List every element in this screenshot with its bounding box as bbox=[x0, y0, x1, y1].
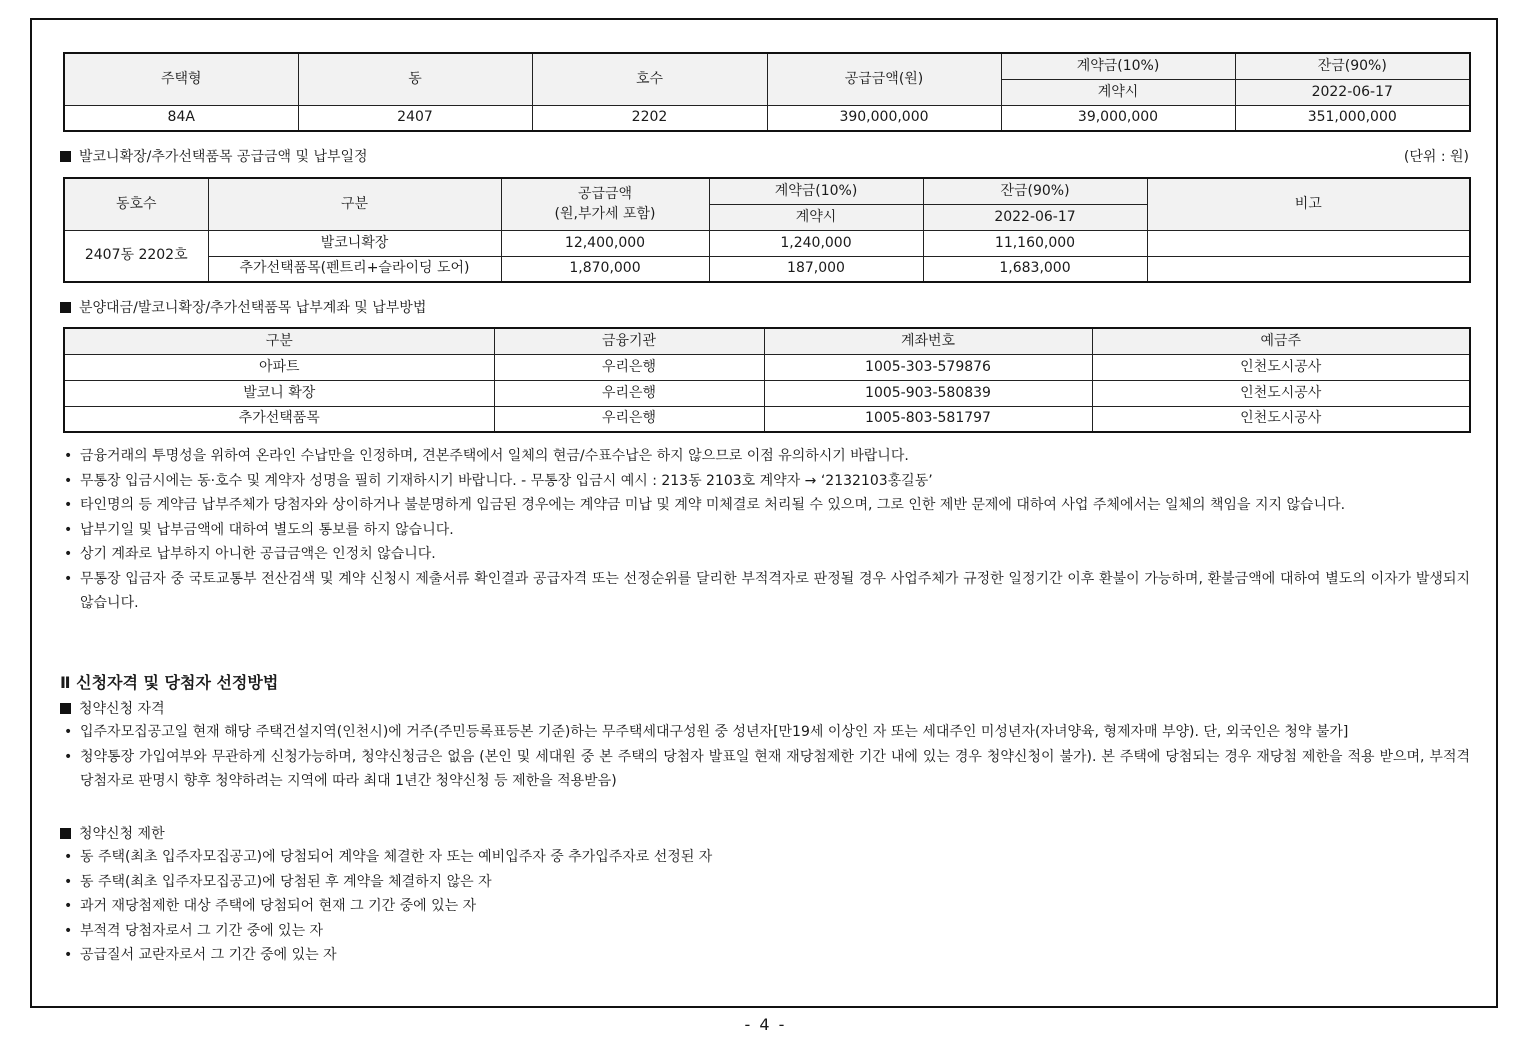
header-account-holder: 예금주 bbox=[1092, 328, 1470, 354]
list-item-text: 공급질서 교란자로서 그 기간 중에 있는 자 bbox=[80, 947, 337, 963]
page-number: - 4 - bbox=[744, 1015, 787, 1034]
square-bullet-icon bbox=[60, 703, 71, 714]
eligibility-list bbox=[64, 720, 1470, 794]
header-housing-type: 주택형 bbox=[64, 53, 298, 105]
section-title-restrictions bbox=[60, 823, 165, 843]
list-item bbox=[64, 469, 1470, 494]
square-bullet-icon bbox=[60, 302, 71, 313]
subheader-deposit-timing: 계약시 bbox=[709, 204, 923, 230]
header-account-number: 계좌번호 bbox=[764, 328, 1092, 354]
list-item bbox=[64, 567, 1470, 616]
supply-price-table bbox=[63, 52, 1471, 132]
section-title-text: 분양대금/발코니확장/추가선택품목 납부계좌 및 납부방법 bbox=[79, 300, 427, 316]
table-cell: 인천도시공사 bbox=[1092, 354, 1470, 380]
balcony-option-table bbox=[63, 177, 1471, 283]
table-cell: 390,000,000 bbox=[767, 105, 1001, 131]
table-row bbox=[64, 230, 1470, 256]
header-balance: 잔금(90%) bbox=[1235, 53, 1470, 79]
table-cell: 인천도시공사 bbox=[1092, 406, 1470, 432]
list-item-text: 청약통장 가입여부와 무관하게 신청가능하며, 청약신청금은 없음 (본인 및 세대원 중 본 주택의 당첨자 발표일 현재 재당첨제한 기간 내에 있는 경우 청약신청이 불가). 본 주택에 당첨되는 경우 재당첨 제한을 적용 받으며, 부적격 당첨자로 판명시 향후 청약하려는 지역에 따라 최대 1년간 청약신청 등 제한을 적용받음) bbox=[80, 748, 1470, 789]
list-item-text: 납부기일 및 납부금액에 대하여 별도의 통보를 하지 않습니다. bbox=[80, 521, 454, 538]
bullet-icon: • bbox=[64, 922, 73, 939]
section-title-text: 청약신청 제한 bbox=[79, 826, 165, 842]
square-bullet-icon bbox=[60, 151, 71, 162]
header-building: 동 bbox=[298, 53, 532, 105]
section-title-text: 발코니확장/추가선택품목 공급금액 및 납부일정 bbox=[79, 149, 368, 165]
chapter-heading: Ⅱ 신청자격 및 당첨자 선정방법 bbox=[60, 673, 279, 692]
bullet-icon: • bbox=[64, 570, 73, 587]
table-row bbox=[64, 105, 1470, 131]
bullet-icon: • bbox=[64, 873, 73, 890]
table-cell: 1,870,000 bbox=[501, 256, 709, 282]
list-item-text: 타인명의 등 계약금 납부주체가 당첨자와 상이하거나 불분명하게 입금된 경우에는 계약금 미납 및 계약 미체결로 처리될 수 있으며, 그로 인한 제반 문제에 대하여 사업 주체에서는 일체의 책임을 지지 않습니다. bbox=[80, 497, 1346, 513]
payment-account-table bbox=[63, 327, 1471, 433]
list-item bbox=[64, 943, 1470, 968]
table-cell: 인천도시공사 bbox=[1092, 380, 1470, 406]
section-title-eligibility bbox=[60, 698, 165, 718]
list-item bbox=[64, 720, 1470, 745]
table-cell: 187,000 bbox=[709, 256, 923, 282]
square-bullet-icon bbox=[60, 828, 71, 839]
table-row bbox=[64, 256, 1470, 282]
table-cell: 1005-803-581797 bbox=[764, 406, 1092, 432]
table-cell: 아파트 bbox=[64, 354, 494, 380]
table-cell: 11,160,000 bbox=[923, 230, 1147, 256]
table-cell: 발코니확장 bbox=[208, 230, 501, 256]
header-bank: 금융기관 bbox=[494, 328, 764, 354]
bullet-icon: • bbox=[64, 546, 73, 562]
table-cell: 1005-303-579876 bbox=[764, 354, 1092, 380]
table-cell: 추가선택품목(펜트리+슬라이딩 도어) bbox=[208, 256, 501, 282]
table-cell bbox=[1147, 256, 1470, 282]
list-item bbox=[64, 444, 1470, 469]
header-unit: 호수 bbox=[532, 53, 767, 105]
bullet-icon: • bbox=[64, 521, 73, 538]
table-cell: 12,400,000 bbox=[501, 230, 709, 256]
table-row bbox=[64, 406, 1470, 432]
bullet-icon: • bbox=[64, 898, 73, 914]
list-item bbox=[64, 919, 1470, 944]
list-item bbox=[64, 894, 1470, 919]
list-item-text: 입주자모집공고일 현재 해당 주택건설지역(인천시)에 거주(주민등록표등본 기준)하는 무주택세대구성원 중 성년자[만19세 이상인 자 또는 세대주인 미성년자(자녀양육, 형제자매 부양). 단, 외국인은 청약 불가] bbox=[80, 724, 1349, 740]
list-item-text: 상기 계좌로 납부하지 아니한 공급금액은 인정치 않습니다. bbox=[80, 546, 436, 562]
list-item-text: 과거 재당첨제한 대상 주택에 당첨되어 현재 그 기간 중에 있는 자 bbox=[80, 898, 477, 914]
list-item-text: 부적격 당첨자로서 그 기간 중에 있는 자 bbox=[80, 922, 324, 939]
header-deposit: 계약금(10%) bbox=[1001, 53, 1235, 79]
table-cell: 1,240,000 bbox=[709, 230, 923, 256]
table-cell: 84A bbox=[64, 105, 298, 131]
unit-label-cell: 2407동 2202호 bbox=[64, 230, 208, 282]
table-cell: 1,683,000 bbox=[923, 256, 1147, 282]
header-balance: 잔금(90%) bbox=[923, 178, 1147, 204]
header-deposit: 계약금(10%) bbox=[709, 178, 923, 204]
table-cell bbox=[1147, 230, 1470, 256]
subheader-deposit-timing: 계약시 bbox=[1001, 79, 1235, 105]
table-row bbox=[64, 380, 1470, 406]
table-cell: 추가선택품목 bbox=[64, 406, 494, 432]
table-cell: 2407 bbox=[298, 105, 532, 131]
table-cell: 발코니 확장 bbox=[64, 380, 494, 406]
subheader-balance-date: 2022-06-17 bbox=[923, 204, 1147, 230]
list-item-text: 무통장 입금자 중 국토교통부 전산검색 및 계약 신청시 제출서류 확인결과 공급자격 또는 선정순위를 달리한 부적격자로 판정될 경우 사업주체가 규정한 일정기간 이후 환불이 가능하며, 환불금액에 대하여 별도의 이자가 발생되지 않습니다. bbox=[80, 570, 1470, 611]
table-cell: 1005-903-580839 bbox=[764, 380, 1092, 406]
header-remarks: 비고 bbox=[1147, 178, 1470, 230]
section-title-balcony-schedule bbox=[60, 146, 368, 166]
payment-notes-list bbox=[64, 444, 1470, 616]
bullet-icon: • bbox=[64, 748, 73, 765]
list-item bbox=[64, 845, 1470, 870]
list-item-text: 동 주택(최초 입주자모집공고)에 당첨된 후 계약을 체결하지 않은 자 bbox=[80, 873, 492, 890]
bullet-icon: • bbox=[64, 497, 73, 513]
header-category: 구분 bbox=[208, 178, 501, 230]
bullet-icon: • bbox=[64, 448, 73, 464]
header-supply-price-vat: 공급금액 (원,부가세 포함) bbox=[501, 178, 709, 230]
header-supply-price: 공급금액(원) bbox=[767, 53, 1001, 105]
restrictions-list bbox=[64, 845, 1470, 968]
subheader-balance-date: 2022-06-17 bbox=[1235, 79, 1470, 105]
section-title-text: 청약신청 자격 bbox=[79, 701, 165, 717]
list-item bbox=[64, 542, 1470, 567]
header-unit-number: 동호수 bbox=[64, 178, 208, 230]
table-row bbox=[64, 354, 1470, 380]
list-item bbox=[64, 518, 1470, 543]
table-cell: 39,000,000 bbox=[1001, 105, 1235, 131]
list-item bbox=[64, 870, 1470, 895]
header-category: 구분 bbox=[64, 328, 494, 354]
table-cell: 우리은행 bbox=[494, 380, 764, 406]
section-title-payment-accounts bbox=[60, 297, 426, 317]
table-cell: 351,000,000 bbox=[1235, 105, 1470, 131]
table-cell: 우리은행 bbox=[494, 354, 764, 380]
bullet-icon: • bbox=[64, 472, 73, 489]
table-cell: 2202 bbox=[532, 105, 767, 131]
list-item bbox=[64, 493, 1470, 518]
list-item-text: 금융거래의 투명성을 위하여 온라인 수납만을 인정하며, 견본주택에서 일체의 현금/수표수납은 하지 않으므로 이점 유의하시기 바랍니다. bbox=[80, 448, 909, 464]
bullet-icon: • bbox=[64, 947, 73, 963]
table-cell: 우리은행 bbox=[494, 406, 764, 432]
bullet-icon: • bbox=[64, 724, 73, 740]
list-item bbox=[64, 745, 1470, 794]
bullet-icon: • bbox=[64, 849, 73, 865]
list-item-text: 무통장 입금시에는 동·호수 및 계약자 성명을 필히 기재하시기 바랍니다. - 무통장 입금시 예시 : 213동 2103호 계약자 → ‘2132103홍길동’ bbox=[80, 472, 933, 489]
list-item-text: 동 주택(최초 입주자모집공고)에 당첨되어 계약을 체결한 자 또는 예비입주자 중 추가입주자로 선정된 자 bbox=[80, 849, 713, 865]
unit-label: (단위 : 원) bbox=[1403, 149, 1469, 165]
